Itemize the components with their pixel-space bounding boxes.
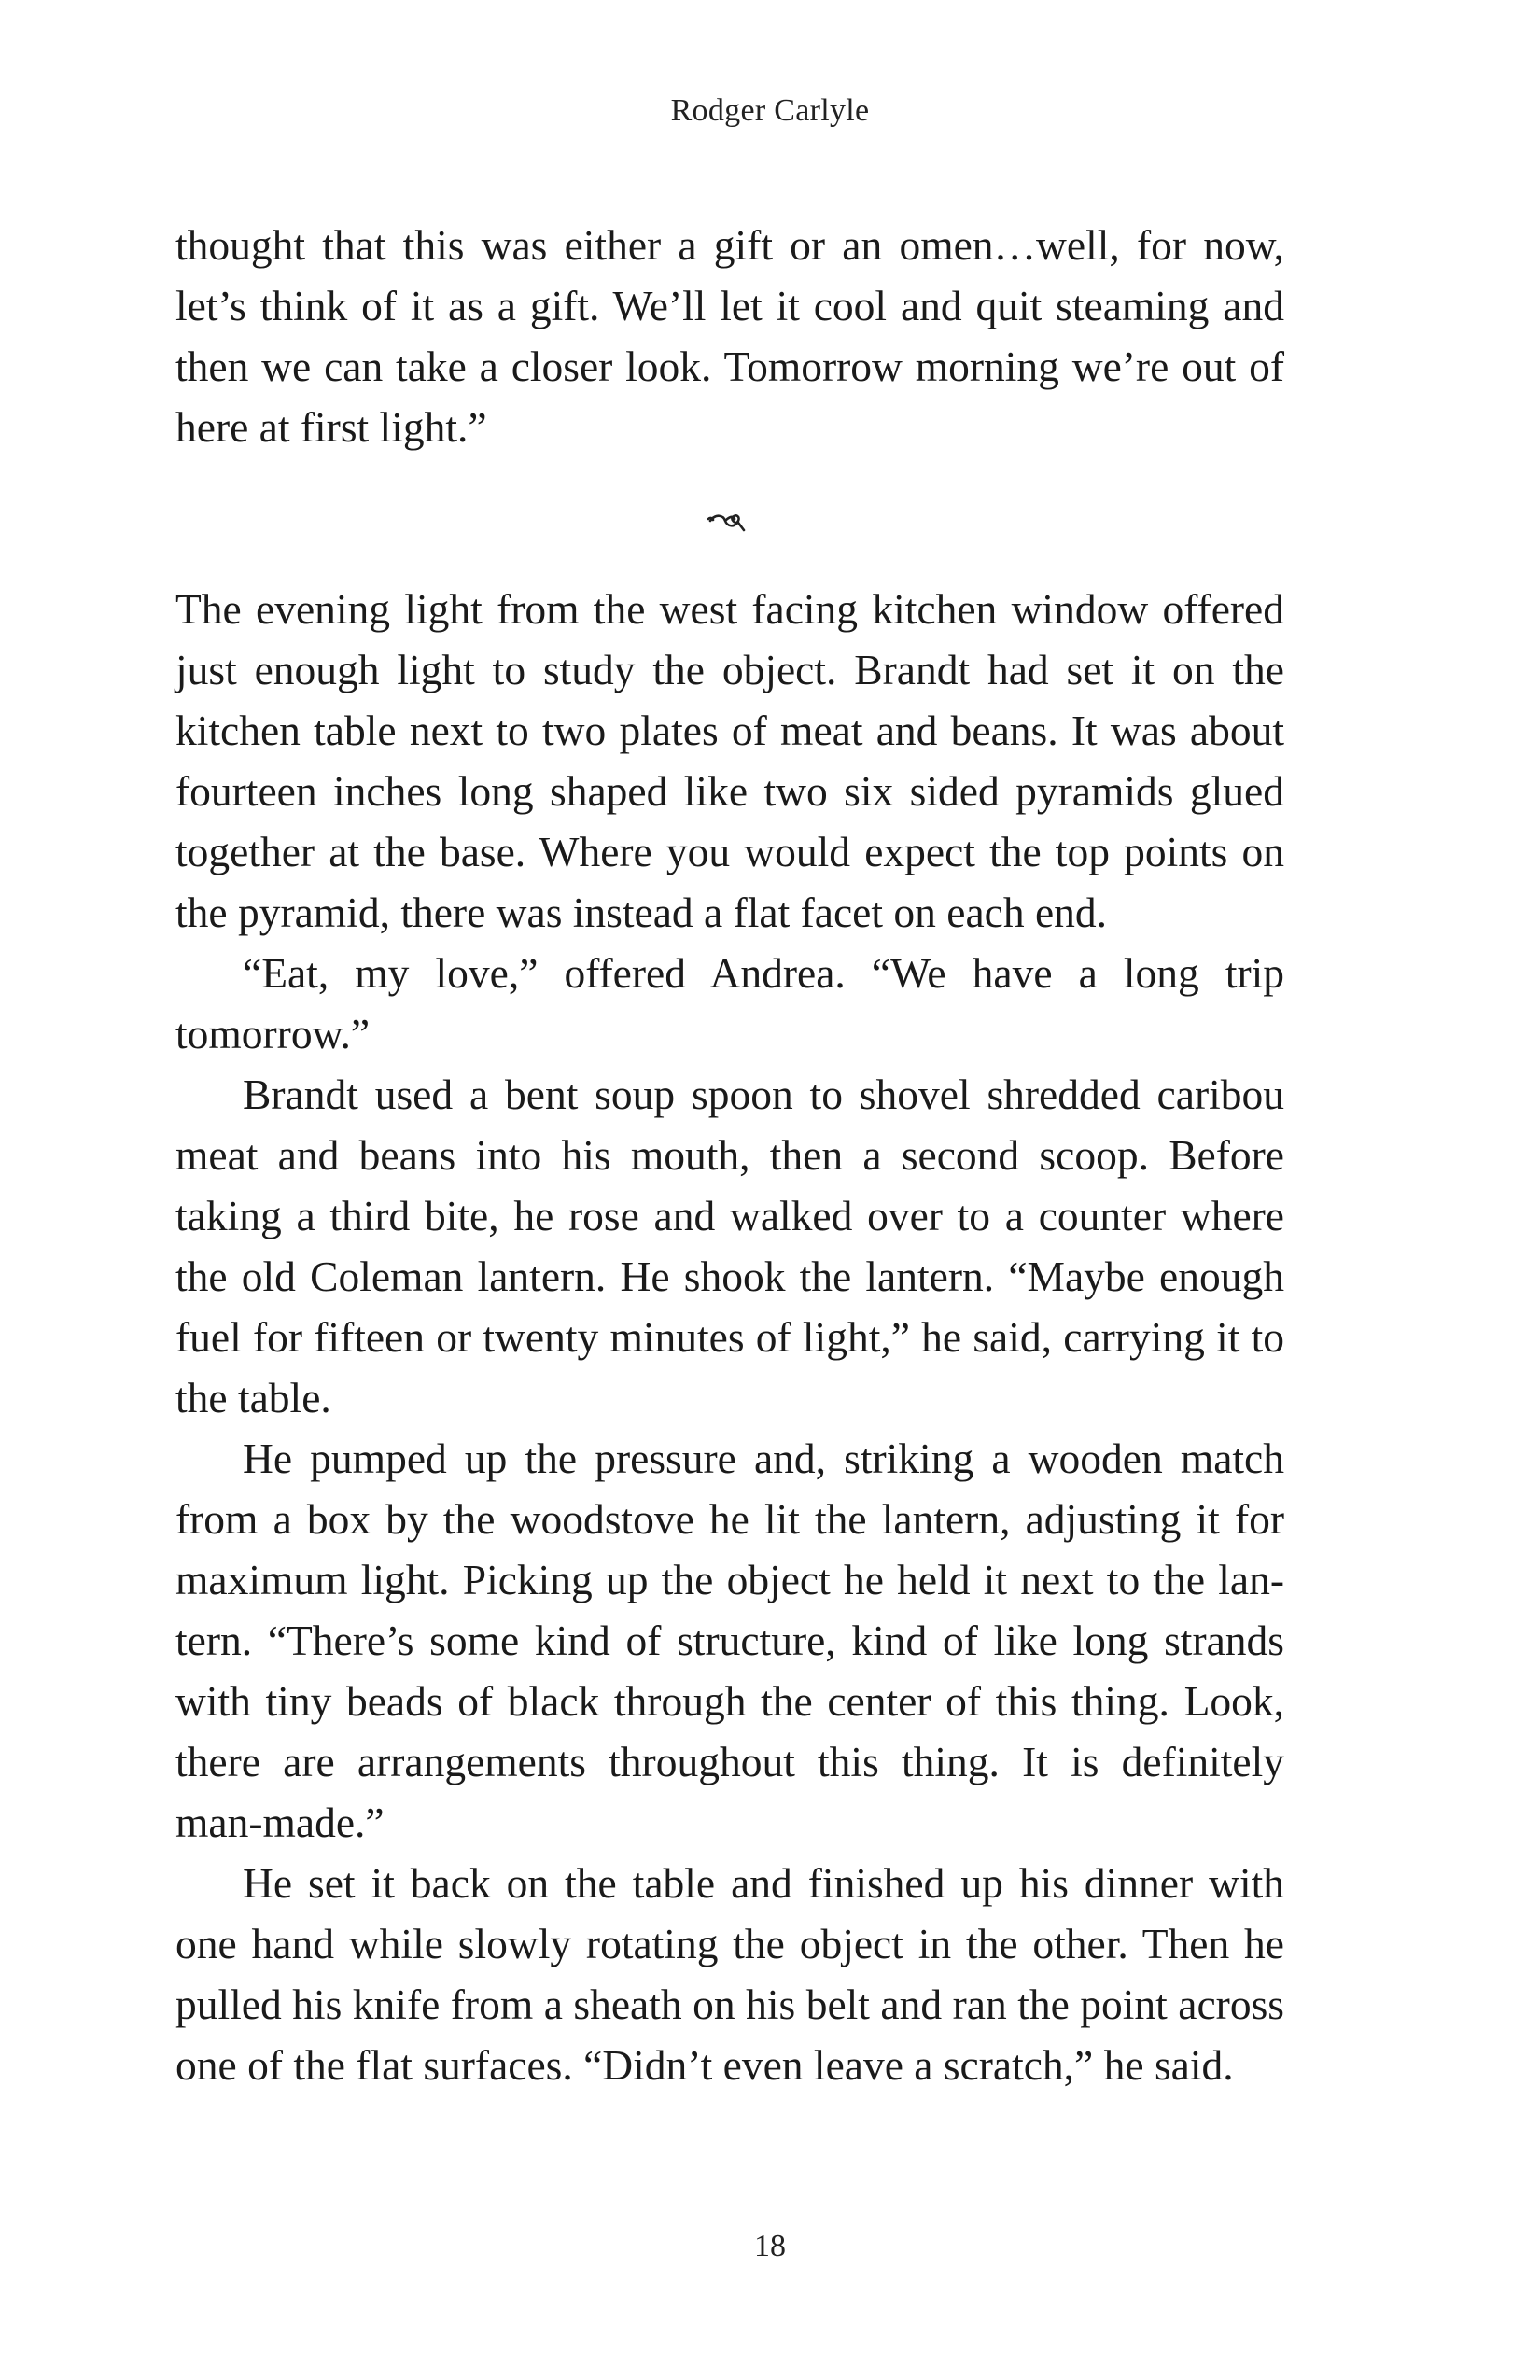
paragraph-6: He set it back on the table and finished up his dinner with one hand while slowly rotating the object in the other. Then he pulled his knife from a sheath on his belt and ran the point across one of the flat surfaces. “Didn’t even leave a scratch,” he said. bbox=[175, 1859, 1284, 2089]
running-head: Rodger Carlyle bbox=[670, 93, 870, 128]
paragraph-3: “Eat, my love,” offered Andrea. “We have a long trip tomorrow.” bbox=[175, 949, 1284, 1057]
paragraph-5: He pumped up the pressure and, striking a wooden match from a box by the woodstove he lit the lantern, adjusting it for maximum light. Picking up the object he held it next to the lantern. “There’s some kind of structure, kind of like long strands with tiny beads of black through the center of this thing. Look, there are arrangements throughout this thing. It is definitely man-made.” bbox=[175, 1435, 1284, 1846]
paragraph-4: Brandt used a bent soup spoon to shovel shredded caribou meat and beans into his mouth, then a second scoop. Before taking a third bite, he rose and walked over to a counter where the old Coleman lantern. He shook the lantern. “Maybe enough fuel for fifteen or twenty minutes of light,” he said, carrying it to the table. bbox=[175, 1071, 1284, 1421]
paragraph-1: thought that this was either a gift or an omen…well, for now, let’s think of it as a gift. We’ll let it cool and quit steaming and then we can take a closer look. Tomorrow morning we’re out of here at first light.” bbox=[175, 221, 1284, 451]
paragraph-2: The evening light from the west facing kitchen window offered just enough light to study the object. Brandt had set it on the kitchen table next to two plates of meat and beans. It was about fourteen inches long shaped like two six sided pyramids glued together at the base. Where you would expect the top points on the pyramid, there was instead a flat facet on each end. bbox=[175, 585, 1284, 936]
scene-break-flourish-icon bbox=[175, 457, 1284, 579]
page-number: 18 bbox=[754, 2229, 786, 2263]
body-text bbox=[175, 215, 1284, 2095]
